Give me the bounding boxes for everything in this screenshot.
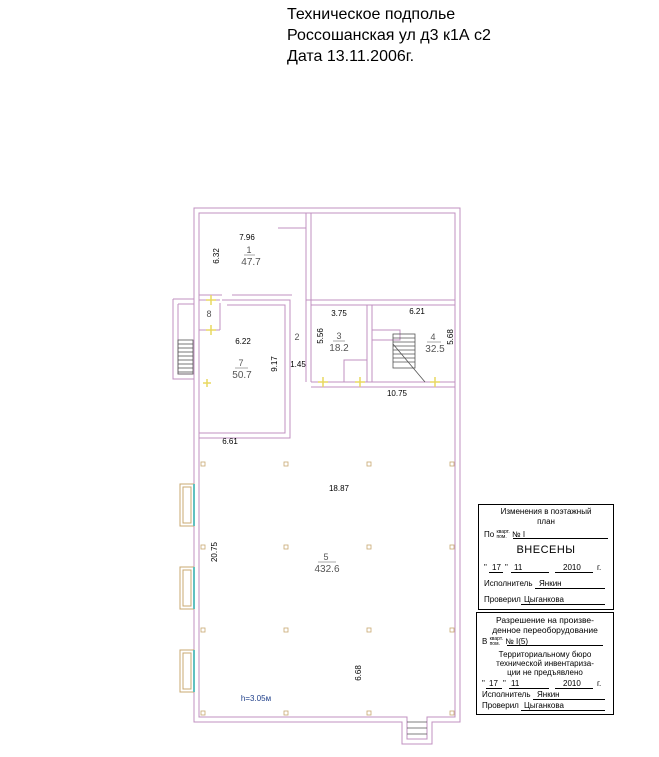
dim-room3-height: 5.56 <box>316 328 325 344</box>
stamp2-year: 2010 <box>563 679 581 688</box>
ceiling-height-label: h=3.05м <box>240 694 272 703</box>
walls <box>173 208 460 744</box>
room-4-number: 4 <box>430 332 436 342</box>
stamp2-no-value: I(5) <box>516 637 529 646</box>
stairs-room-4 <box>393 334 425 382</box>
dim-room1-width: 7.96 <box>239 233 255 242</box>
dim-room5-height: 20.75 <box>210 541 219 563</box>
stamp1-ispolnitel: Янкин <box>539 579 562 588</box>
stamp1-no-value: I <box>522 530 526 539</box>
stamp2-body-1: Территориальному бюро <box>498 650 592 659</box>
stamp1-proveril-label: Проверил <box>484 595 521 604</box>
stamp1-year: 2010 <box>563 563 581 572</box>
stamp1-pom: пом. <box>496 534 507 540</box>
windows <box>180 484 194 692</box>
room-8-number: 8 <box>206 309 212 319</box>
column-grid <box>201 462 454 715</box>
stamp1-g: г. <box>597 563 602 572</box>
stamp2-pom: пом. <box>489 641 500 647</box>
dim-room5-width: 18.87 <box>328 484 350 493</box>
stamp2-title-2: денное переоборудование <box>492 625 598 635</box>
stamp1-status: ВНЕСЕНЫ <box>516 544 576 556</box>
stamp2-g: г. <box>597 679 602 688</box>
stairs-left <box>178 340 193 374</box>
room-7-area: 50.7 <box>232 370 252 381</box>
stamp2-ispolnitel: Янкин <box>537 690 560 699</box>
dim-room4-height: 5.68 <box>446 329 455 345</box>
stamp1-ispolnitel-label: Исполнитель <box>484 579 533 588</box>
room-5-area: 432.6 <box>314 564 340 575</box>
room-7-number: 7 <box>238 358 244 368</box>
stamp2-day: 17 <box>489 679 498 688</box>
dim-corridor-width: 1.45 <box>290 360 306 369</box>
dim-room1-height: 6.32 <box>212 248 221 264</box>
dim-room7-height: 9.17 <box>270 356 279 372</box>
stamp2-proveril: Цыганкова <box>524 701 564 710</box>
stamp1-month: 11 <box>514 563 523 572</box>
stamp1-kvart: кварт. <box>496 529 510 535</box>
room-5-number: 5 <box>323 552 329 562</box>
stamp2-no: № <box>505 637 514 646</box>
stamp1-no: № <box>512 530 521 539</box>
title-line-3: Дата 13.11.2006г. <box>287 48 415 65</box>
dim-room7-width: 6.22 <box>235 337 251 346</box>
dim-room4-width: 6.21 <box>409 307 425 316</box>
stamp2-proveril-label: Проверил <box>482 701 519 710</box>
stamp1-day: 17 <box>492 563 501 572</box>
stamp-permission: Разрешение на произве- денное переоборудование В кварт. пом. № I(5) Территориальному бюро технической инвентаризa- ции не предъявлено " 17 " 11 2010 г. Исполнитель Янкин Проверил Цыганкова <box>476 612 614 715</box>
stamp2-ispolnitel-label: Исполнитель <box>482 690 531 699</box>
stairs-bottom <box>407 722 427 734</box>
room-4-area: 32.5 <box>425 344 445 355</box>
stamp1-title-1: Изменения в поэтажный <box>500 507 592 516</box>
title-line-1: Техническое подполье <box>287 6 456 23</box>
room-1-area: 47.7 <box>241 257 261 268</box>
stamp-changes: Изменения в поэтажный план По кварт. пом. № I ВНЕСЕНЫ " 17 " 11 2010 г. Исполнитель Янкин Проверил Цыганкова <box>478 504 614 610</box>
room-3-area: 18.2 <box>329 343 349 354</box>
stamp1-po: По <box>484 530 495 539</box>
dim-corridor-length: 10.75 <box>386 389 408 398</box>
stamp2-kvart: кварт. <box>489 636 503 642</box>
dim-room3-width: 3.75 <box>331 309 347 318</box>
dim-room5-partial: 6.68 <box>354 665 363 681</box>
room-1-number: 1 <box>246 245 252 255</box>
room-3-number: 3 <box>336 331 342 341</box>
stamp2-body-3: ции не предъявлено <box>507 668 583 677</box>
stamp2-body-2: технической инвентаризa- <box>496 659 594 668</box>
stamp2-month: 11 <box>511 679 520 688</box>
stamp1-title-2: план <box>537 517 555 526</box>
room-2-number: 2 <box>294 332 300 342</box>
stamp1-proveril: Цыганкова <box>524 595 564 604</box>
title-line-2: Россошанская ул д3 к1А с2 <box>287 27 491 44</box>
dim-room7-bottom: 6.61 <box>222 437 238 446</box>
stamp2-v: В <box>482 637 488 646</box>
stamp2-title-1: Разрешение на произве- <box>496 615 594 625</box>
